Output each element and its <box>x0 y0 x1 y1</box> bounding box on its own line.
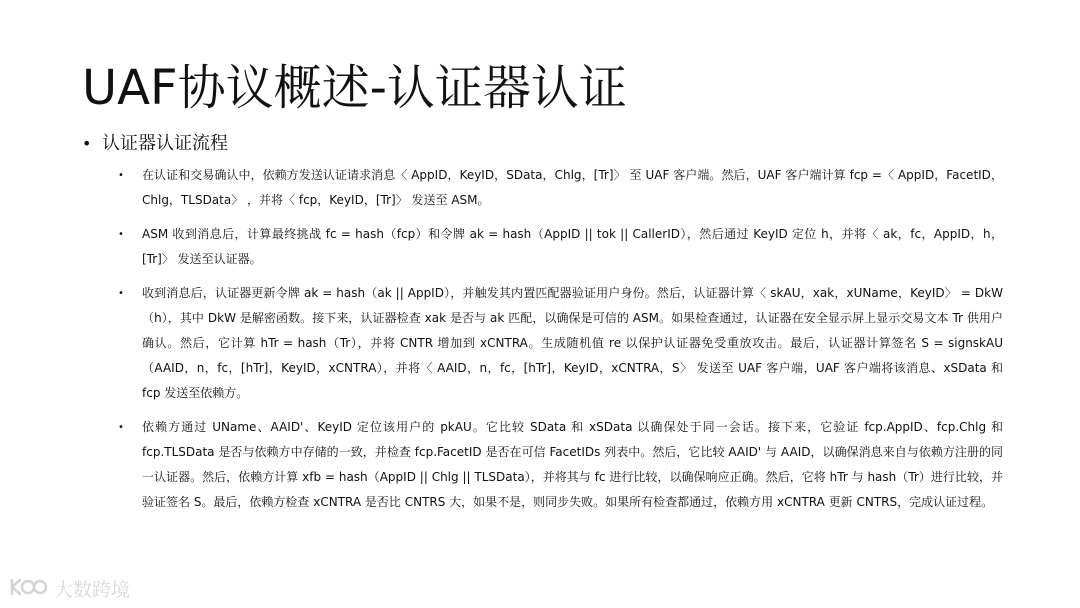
watermark-text: 大数跨境 <box>54 579 131 601</box>
slide-title: UAF协议概述-认证器认证 <box>82 60 627 116</box>
step-text-2: ASM 收到消息后，计算最终挑战 fc = hash（fcp）和令牌 ak = hash（AppID || tok || CallerID），然后通过 KeyID 定位 h，并将〈 ak，fc，AppID，h，[Tr]〉 发送至认证器。 <box>142 227 1003 266</box>
step-text-1: 在认证和交易确认中，依赖方发送认证请求消息〈 AppID，KeyID，SData，Chlg，[Tr]〉 至 UAF 客户端。然后，UAF 客户端计算 fcp =〈 AppID，FacetID，Chlg，TLSData〉 ，并将〈 fcp，KeyID，[Tr]〉 发送至 ASM。 <box>142 168 1003 207</box>
section-heading: 认证器认证流程 <box>102 133 228 154</box>
step-bullet: • <box>118 170 124 181</box>
brand-logo-icon <box>8 574 54 606</box>
step-item-2 <box>118 222 1003 272</box>
step-bullet: • <box>118 288 124 299</box>
watermark <box>8 574 130 606</box>
step-list <box>118 163 1003 524</box>
step-bullet: • <box>118 229 124 240</box>
step-item-1 <box>118 163 1003 213</box>
step-item-4 <box>118 415 1003 515</box>
step-bullet: • <box>118 422 124 433</box>
section-bullet: • <box>82 134 92 153</box>
step-item-3 <box>118 281 1003 406</box>
step-text-3: 收到消息后，认证器更新令牌 ak = hash（ak || AppID），并触发其内置匹配器验证用户身份。然后，认证器计算〈 skAU，xak，xUName，KeyID〉 = DkW（h），其中 DkW 是解密函数。接下来，认证器检查 xak 是否与 ak 匹配，以确保是可信的 ASM。如果检查通过，认证器在安全显示屏上显示交易文本 Tr 供用户确认。然后，它计算 hTr = hash（Tr），并将 CNTR 增加到 xCNTRA。生成随机值 re 以保护认证器免受重放攻击。最后，认证器计算签名 S = signskAU（AAID，n，fc，[hTr]，KeyID，xCNTRA），并将〈 AAID，n，fc，[hTr]，KeyID，xCNTRA，S〉 发送至 UAF 客户端，UAF 客户端将该消息、xSData 和 fcp 发送至依赖方。 <box>142 286 1003 400</box>
step-text-4: 依赖方通过 UName、AAID'、KeyID 定位该用户的 pkAU。它比较 SData 和 xSData 以确保处于同一会话。接下来，它验证 fcp.AppID、fcp.Chlg 和 fcp.TLSData 是否与依赖方中存储的一致，并检查 fcp.FacetID 是否在可信 FacetIDs 列表中。然后，它比较 AAID' 与 AAID，以确保消息来自与依赖方注册的同一认证器。然后，依赖方计算 xfb = hash（AppID || Chlg || TLSData），并将其与 fc 进行比较，以确保响应正确。然后，它将 hTr 与 hash（Tr）进行比较，并验证签名 S。最后，依赖方检查 xCNTRA 是否比 CNTRS 大，如果不是，则同步失败。如果所有检查都通过，依赖方用 xCNTRA 更新 CNTRS，完成认证过程。 <box>142 420 1003 509</box>
section-heading-row <box>82 132 228 156</box>
